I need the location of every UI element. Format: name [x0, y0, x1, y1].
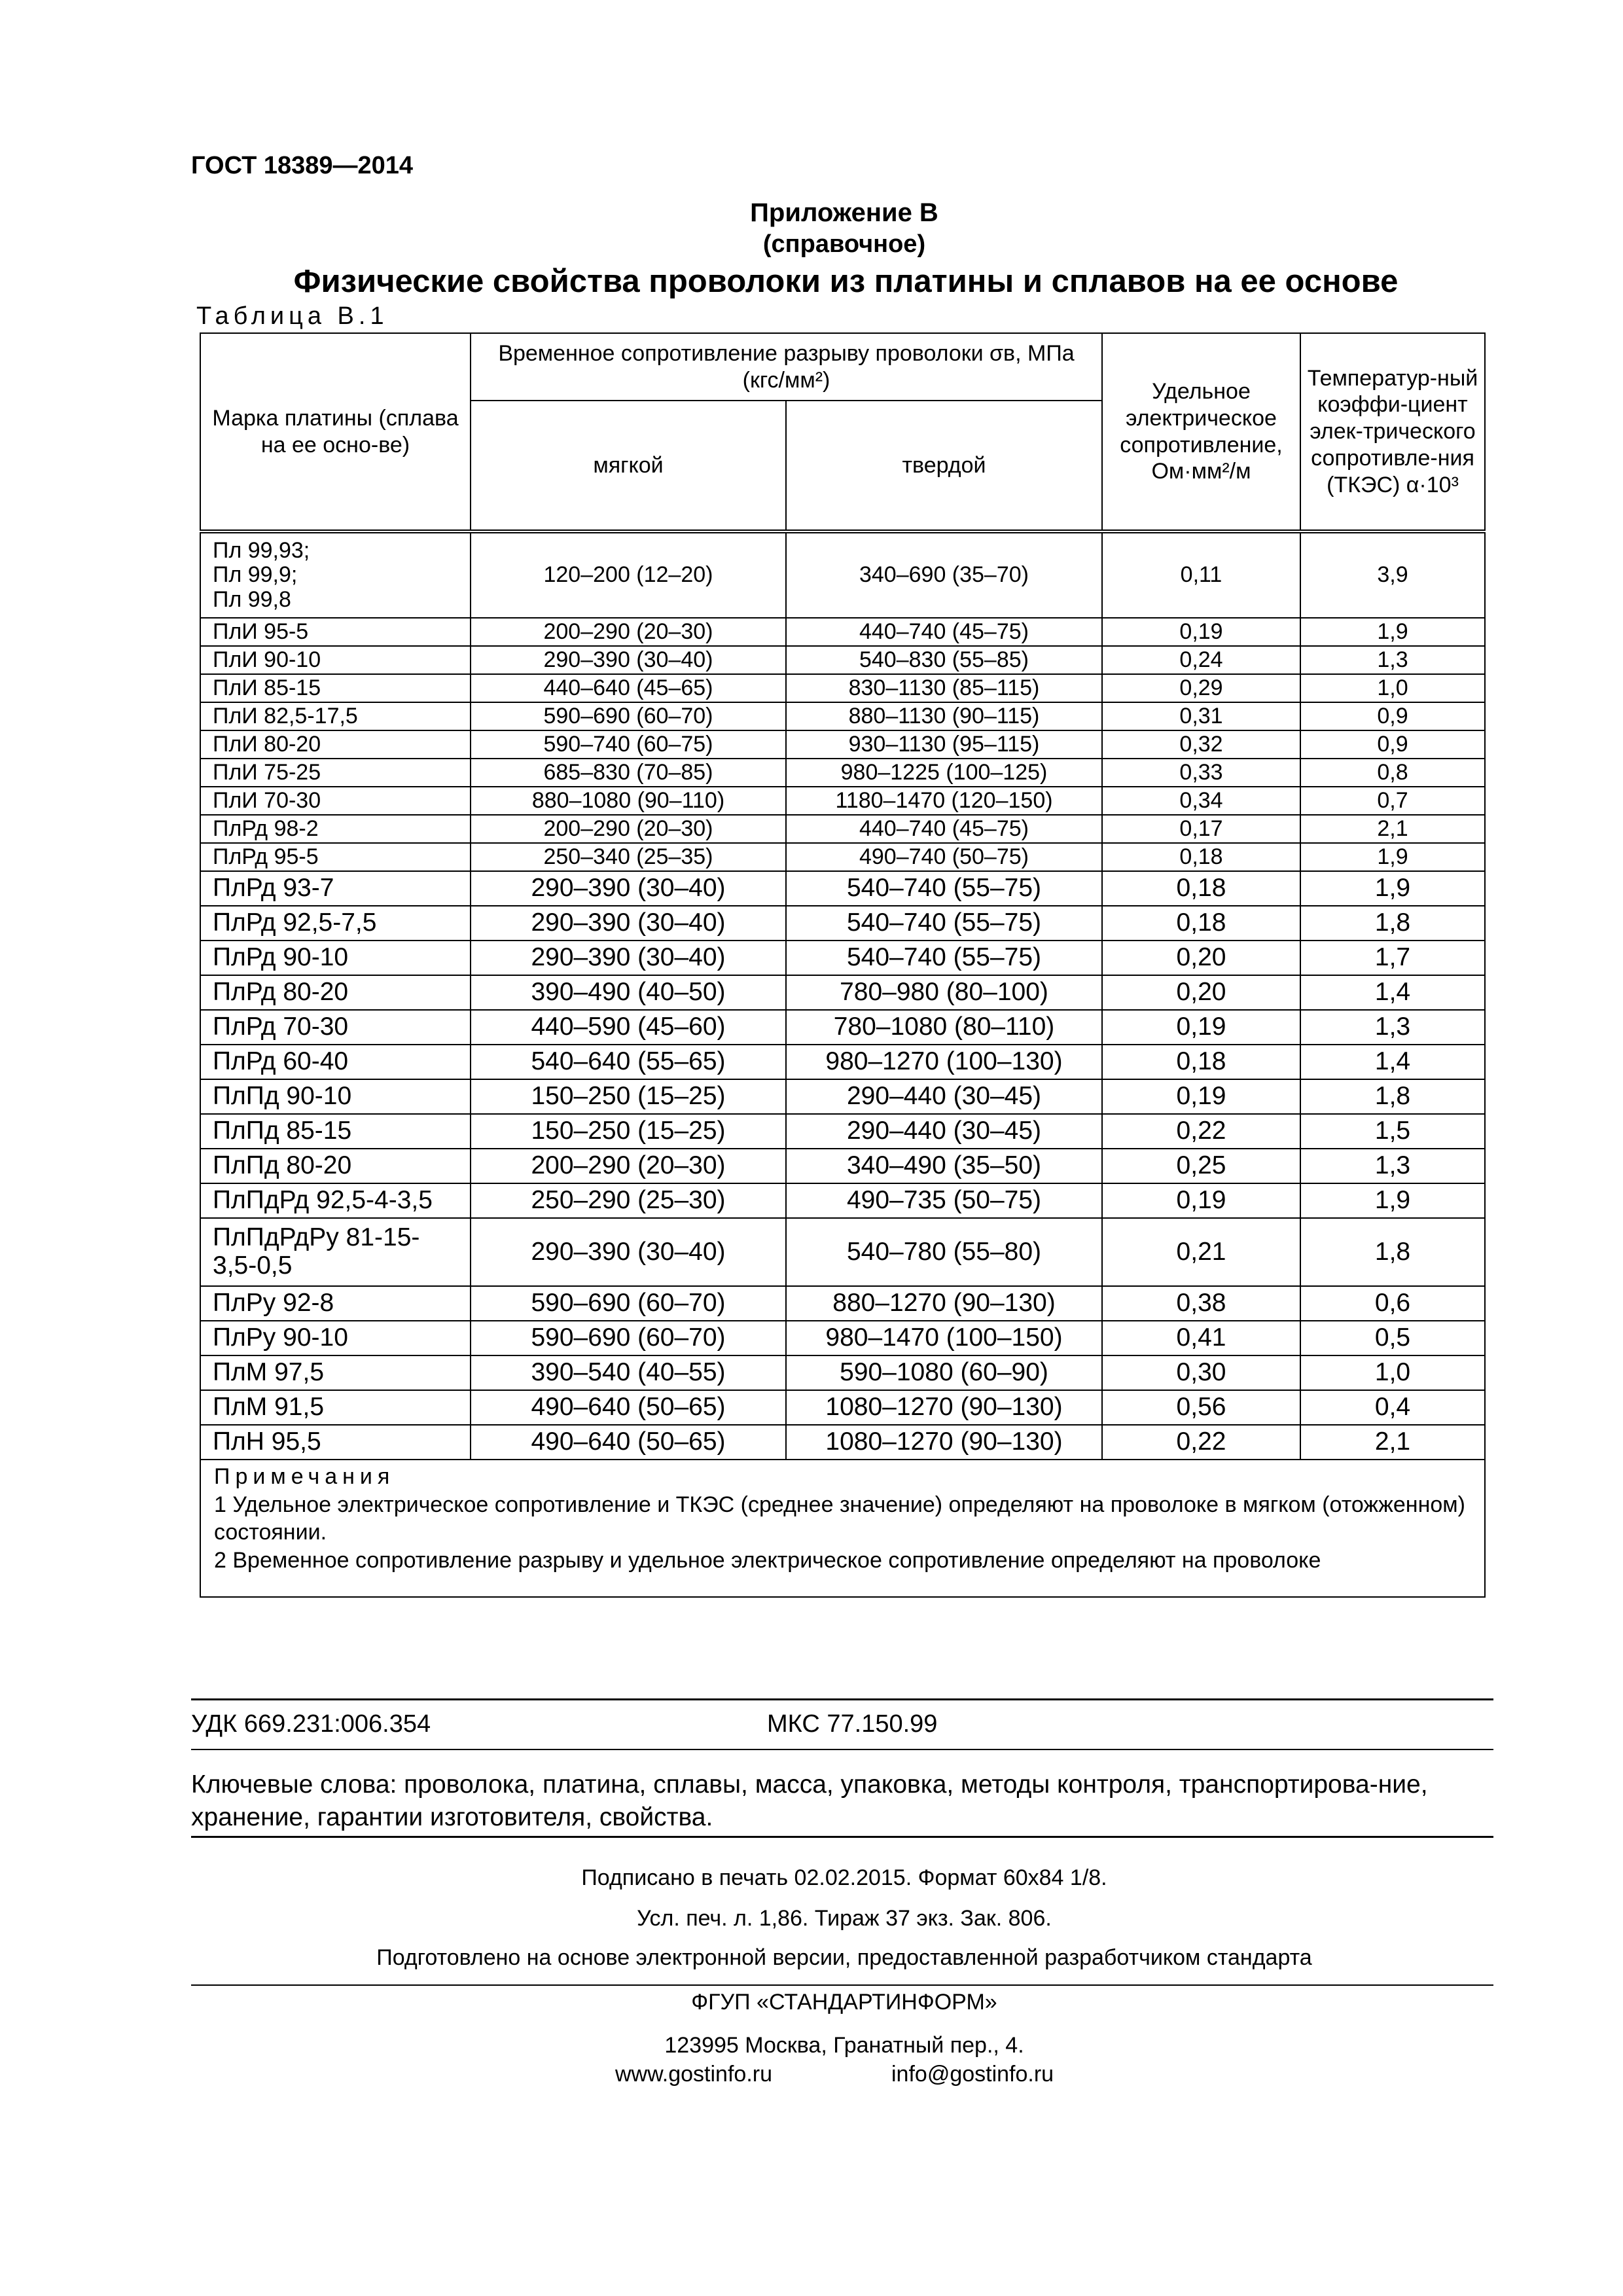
tcr-cell: 0,8: [1300, 759, 1485, 787]
table-row: [200, 646, 1485, 674]
grade-cell: ПлРд 93-7: [200, 871, 471, 906]
table-row: [200, 871, 1485, 906]
header-strength-text: Временное сопротивление разрыву проволоки σв, МПа (кгс/мм²): [498, 340, 1075, 393]
header-strength: [471, 333, 1102, 401]
note-2: 2 Временное сопротивление разрыву и удельное электрическое сопротивление определяют на проволоке: [214, 1547, 1321, 1573]
table-row: [200, 815, 1485, 843]
hard-strength-cell: 340–690 (35–70): [786, 531, 1102, 618]
table-row: [200, 531, 1485, 618]
tcr-cell: 1,8: [1300, 1218, 1485, 1286]
resistivity-cell: 0,19: [1102, 1010, 1300, 1045]
grade-cell: ПлИ 70-30: [200, 787, 471, 815]
resistivity-cell: 0,38: [1102, 1286, 1300, 1321]
resistivity-cell: 0,21: [1102, 1218, 1300, 1286]
properties-table: [200, 332, 1486, 1598]
tcr-cell: 1,0: [1300, 1355, 1485, 1390]
notes-title: Примечания: [214, 1464, 395, 1489]
grade-cell: ПлРд 90-10: [200, 941, 471, 975]
tcr-cell: 1,8: [1300, 1079, 1485, 1114]
soft-strength-cell: 880–1080 (90–110): [471, 787, 786, 815]
hard-strength-cell: 780–980 (80–100): [786, 975, 1102, 1010]
resistivity-cell: 0,31: [1102, 702, 1300, 730]
resistivity-cell: 0,29: [1102, 674, 1300, 702]
soft-strength-cell: 290–390 (30–40): [471, 941, 786, 975]
table-row: [200, 1149, 1485, 1183]
table-row: [200, 843, 1485, 871]
soft-strength-cell: 120–200 (12–20): [471, 531, 786, 618]
hard-strength-cell: 490–740 (50–75): [786, 843, 1102, 871]
soft-strength-cell: 250–290 (25–30): [471, 1183, 786, 1218]
soft-strength-cell: 440–590 (45–60): [471, 1010, 786, 1045]
hard-strength-cell: 880–1130 (90–115): [786, 702, 1102, 730]
soft-strength-cell: 290–390 (30–40): [471, 1218, 786, 1286]
tcr-cell: 0,6: [1300, 1286, 1485, 1321]
hard-strength-cell: 590–1080 (60–90): [786, 1355, 1102, 1390]
soft-strength-cell: 590–690 (60–70): [471, 702, 786, 730]
tcr-cell: 0,5: [1300, 1321, 1485, 1355]
signed-info: Подписано в печать 02.02.2015. Формат 60x84 1/8.: [581, 1865, 1107, 1890]
prepared-info: Подготовлено на основе электронной версии, предоставленной разработчиком стандарта: [376, 1945, 1312, 1970]
tcr-cell: 0,4: [1300, 1390, 1485, 1425]
tcr-cell: 1,4: [1300, 1045, 1485, 1079]
tcr-cell: 0,9: [1300, 702, 1485, 730]
tcr-cell: 2,1: [1300, 1425, 1485, 1460]
grade-cell: ПлИ 85-15: [200, 674, 471, 702]
hard-strength-cell: 980–1270 (100–130): [786, 1045, 1102, 1079]
keywords: Ключевые слова: проволока, платина, сплавы, масса, упаковка, методы контроля, транспортирова-ние, хранение, гарантии изготовителя, свойства.: [191, 1770, 1428, 1831]
table-row: [200, 674, 1485, 702]
grade-cell: ПлРд 60-40: [200, 1045, 471, 1079]
hard-strength-cell: 1180–1470 (120–150): [786, 787, 1102, 815]
soft-strength-cell: 490–640 (50–65): [471, 1425, 786, 1460]
document-id: ГОСТ 18389—2014: [191, 152, 414, 179]
soft-strength-cell: 590–690 (60–70): [471, 1321, 786, 1355]
table-row: [200, 1079, 1485, 1114]
table-row: [200, 1218, 1485, 1286]
tcr-cell: 1,8: [1300, 906, 1485, 941]
tcr-cell: 1,9: [1300, 618, 1485, 646]
header-hard: твердой: [786, 401, 1102, 531]
soft-strength-cell: 390–540 (40–55): [471, 1355, 786, 1390]
grade-cell: ПлПд 85-15: [200, 1114, 471, 1149]
grade-cell: Пл 99,93; Пл 99,9; Пл 99,8: [200, 531, 471, 618]
resistivity-cell: 0,33: [1102, 759, 1300, 787]
grade-cell: ПлМ 97,5: [200, 1355, 471, 1390]
hard-strength-cell: 540–740 (55–75): [786, 941, 1102, 975]
resistivity-cell: 0,22: [1102, 1425, 1300, 1460]
grade-cell: ПлПдРдРу 81-15- 3,5-0,5: [200, 1218, 471, 1286]
soft-strength-cell: 150–250 (15–25): [471, 1114, 786, 1149]
notes-row: [200, 1460, 1485, 1597]
grade-cell: ПлН 95,5: [200, 1425, 471, 1460]
grade-cell: ПлРд 80-20: [200, 975, 471, 1010]
table-row: [200, 906, 1485, 941]
page-title: Физические свойства проволоки из платины и сплавов на ее основе: [293, 264, 1399, 299]
hard-strength-cell: 1080–1270 (90–130): [786, 1425, 1102, 1460]
resistivity-cell: 0,18: [1102, 871, 1300, 906]
hard-strength-cell: 930–1130 (95–115): [786, 730, 1102, 759]
tcr-cell: 1,3: [1300, 1149, 1485, 1183]
resistivity-cell: 0,19: [1102, 1183, 1300, 1218]
hard-strength-cell: 540–830 (55–85): [786, 646, 1102, 674]
table-row: [200, 1045, 1485, 1079]
address: 123995 Москва, Гранатный пер., 4.: [664, 2033, 1024, 2058]
grade-cell: ПлИ 80-20: [200, 730, 471, 759]
resistivity-cell: 0,17: [1102, 815, 1300, 843]
table-caption: Таблица В.1: [196, 302, 389, 330]
table-row: [200, 618, 1485, 646]
table-row: [200, 1425, 1485, 1460]
table-row: [200, 975, 1485, 1010]
tcr-cell: 0,7: [1300, 787, 1485, 815]
soft-strength-cell: 290–390 (30–40): [471, 646, 786, 674]
soft-strength-cell: 590–690 (60–70): [471, 1286, 786, 1321]
divider: [191, 1984, 1493, 1986]
table-row: [200, 1390, 1485, 1425]
resistivity-cell: 0,34: [1102, 787, 1300, 815]
resistivity-cell: 0,18: [1102, 843, 1300, 871]
tcr-cell: 1,5: [1300, 1114, 1485, 1149]
tcr-cell: 0,9: [1300, 730, 1485, 759]
tcr-cell: 3,9: [1300, 531, 1485, 618]
table-row: [200, 759, 1485, 787]
appendix-title: Приложение В: [750, 198, 938, 227]
hard-strength-cell: 340–490 (35–50): [786, 1149, 1102, 1183]
resistivity-cell: 0,19: [1102, 618, 1300, 646]
resistivity-cell: 0,25: [1102, 1149, 1300, 1183]
grade-cell: ПлИ 75-25: [200, 759, 471, 787]
resistivity-cell: 0,32: [1102, 730, 1300, 759]
header-resistivity: Удельное электрическое сопротивление, Ом·мм²/м: [1102, 333, 1300, 531]
grade-cell: ПлМ 91,5: [200, 1390, 471, 1425]
tcr-cell: 1,3: [1300, 1010, 1485, 1045]
soft-strength-cell: 150–250 (15–25): [471, 1079, 786, 1114]
soft-strength-cell: 290–390 (30–40): [471, 906, 786, 941]
tcr-cell: 1,9: [1300, 1183, 1485, 1218]
hard-strength-cell: 540–740 (55–75): [786, 871, 1102, 906]
resistivity-cell: 0,41: [1102, 1321, 1300, 1355]
divider: [191, 1836, 1493, 1838]
grade-cell: ПлПдРд 92,5-4-3,5: [200, 1183, 471, 1218]
header-grade: Марка платины (сплава на ее осно-ве): [200, 333, 471, 531]
table-row: [200, 1321, 1485, 1355]
grade-cell: ПлИ 90-10: [200, 646, 471, 674]
tcr-cell: 1,3: [1300, 646, 1485, 674]
soft-strength-cell: 685–830 (70–85): [471, 759, 786, 787]
hard-strength-cell: 290–440 (30–45): [786, 1114, 1102, 1149]
resistivity-cell: 0,18: [1102, 1045, 1300, 1079]
soft-strength-cell: 200–290 (20–30): [471, 618, 786, 646]
print-info: Усл. печ. л. 1,86. Тираж 37 экз. Зак. 806.: [637, 1906, 1052, 1931]
divider: [191, 1749, 1493, 1750]
notes-cell: [200, 1460, 1485, 1597]
hard-strength-cell: 830–1130 (85–115): [786, 674, 1102, 702]
grade-cell: ПлИ 95-5: [200, 618, 471, 646]
hard-strength-cell: 540–740 (55–75): [786, 906, 1102, 941]
grade-cell: ПлРд 92,5-7,5: [200, 906, 471, 941]
soft-strength-cell: 290–390 (30–40): [471, 871, 786, 906]
soft-strength-cell: 250–340 (25–35): [471, 843, 786, 871]
hard-strength-cell: 290–440 (30–45): [786, 1079, 1102, 1114]
soft-strength-cell: 540–640 (55–65): [471, 1045, 786, 1079]
soft-strength-cell: 440–640 (45–65): [471, 674, 786, 702]
grade-cell: ПлПд 90-10: [200, 1079, 471, 1114]
tcr-cell: 1,4: [1300, 975, 1485, 1010]
grade-cell: ПлРу 90-10: [200, 1321, 471, 1355]
email-link[interactable]: info@gostinfo.ru: [891, 2062, 1054, 2087]
soft-strength-cell: 590–740 (60–75): [471, 730, 786, 759]
header-soft: мягкой: [471, 401, 786, 531]
resistivity-cell: 0,22: [1102, 1114, 1300, 1149]
tcr-cell: 2,1: [1300, 815, 1485, 843]
hard-strength-cell: 490–735 (50–75): [786, 1183, 1102, 1218]
grade-cell: ПлРд 70-30: [200, 1010, 471, 1045]
table-row: [200, 787, 1485, 815]
resistivity-cell: 0,56: [1102, 1390, 1300, 1425]
table-row: [200, 1286, 1485, 1321]
divider: [191, 1698, 1493, 1700]
table-row: [200, 730, 1485, 759]
resistivity-cell: 0,20: [1102, 941, 1300, 975]
resistivity-cell: 0,30: [1102, 1355, 1300, 1390]
publisher: ФГУП «СТАНДАРТИНФОРМ»: [691, 1990, 997, 2015]
table-row: [200, 1355, 1485, 1390]
appendix-type: (справочное): [762, 230, 926, 258]
grade-cell: ПлРу 92-8: [200, 1286, 471, 1321]
resistivity-cell: 0,24: [1102, 646, 1300, 674]
hard-strength-cell: 440–740 (45–75): [786, 618, 1102, 646]
hard-strength-cell: 540–780 (55–80): [786, 1218, 1102, 1286]
hard-strength-cell: 880–1270 (90–130): [786, 1286, 1102, 1321]
grade-cell: ПлРд 98-2: [200, 815, 471, 843]
table-row: [200, 1183, 1485, 1218]
table-row: [200, 1114, 1485, 1149]
table-row: [200, 941, 1485, 975]
resistivity-cell: 0,18: [1102, 906, 1300, 941]
hard-strength-cell: 780–1080 (80–110): [786, 1010, 1102, 1045]
note-1: 1 Удельное электрическое сопротивление и ТКЭС (среднее значение) определяют на проволоке в мягком (отожженном) состоянии.: [214, 1492, 1465, 1545]
grade-cell: ПлПд 80-20: [200, 1149, 471, 1183]
hard-strength-cell: 980–1225 (100–125): [786, 759, 1102, 787]
resistivity-cell: 0,20: [1102, 975, 1300, 1010]
hard-strength-cell: 980–1470 (100–150): [786, 1321, 1102, 1355]
website-link[interactable]: www.gostinfo.ru: [615, 2062, 772, 2087]
header-tcr: Температур-ный коэффи-циент элек-трического сопротивле-ния (ТКЭС) α·10³: [1300, 333, 1485, 531]
hard-strength-cell: 440–740 (45–75): [786, 815, 1102, 843]
soft-strength-cell: 200–290 (20–30): [471, 1149, 786, 1183]
resistivity-cell: 0,11: [1102, 531, 1300, 618]
soft-strength-cell: 200–290 (20–30): [471, 815, 786, 843]
tcr-cell: 1,9: [1300, 843, 1485, 871]
udk-code: УДК 669.231:006.354: [191, 1710, 431, 1738]
table-row: [200, 702, 1485, 730]
grade-cell: ПлРд 95-5: [200, 843, 471, 871]
hard-strength-cell: 1080–1270 (90–130): [786, 1390, 1102, 1425]
table-row: [200, 1010, 1485, 1045]
tcr-cell: 1,7: [1300, 941, 1485, 975]
resistivity-cell: 0,19: [1102, 1079, 1300, 1114]
mks-code: МКС 77.150.99: [767, 1710, 938, 1738]
soft-strength-cell: 490–640 (50–65): [471, 1390, 786, 1425]
tcr-cell: 1,9: [1300, 871, 1485, 906]
soft-strength-cell: 390–490 (40–50): [471, 975, 786, 1010]
grade-cell: ПлИ 82,5-17,5: [200, 702, 471, 730]
tcr-cell: 1,0: [1300, 674, 1485, 702]
